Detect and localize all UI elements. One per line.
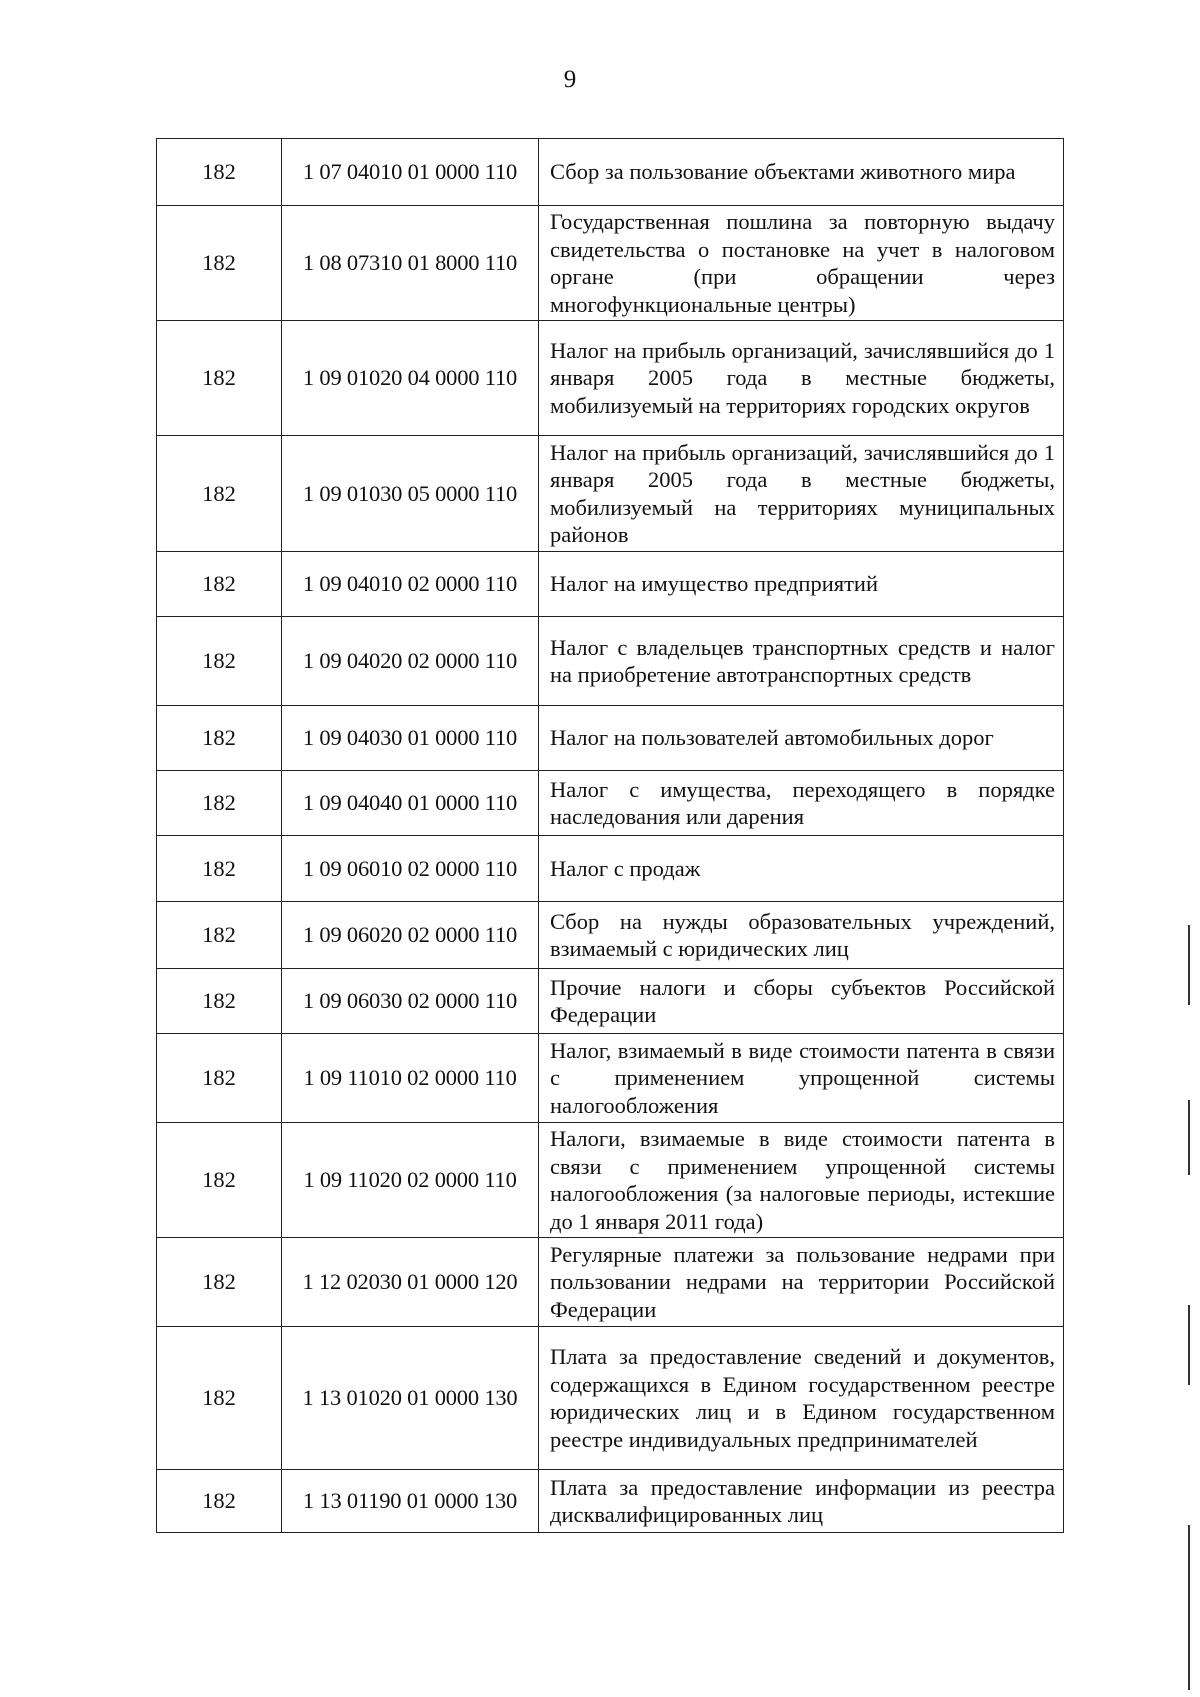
revenue-name-cell: Налог на прибыль организаций, зачислявшийся до 1 января 2005 года в местные бюджеты, мобилизуемый на территориях городских округов [539,321,1064,436]
table-row [157,206,1064,321]
revenue-name-cell: Сбор за пользование объектами животного мира [539,139,1064,206]
admin-code-cell: 182 [157,1327,282,1470]
table-row [157,552,1064,617]
table-row [157,902,1064,969]
budget-code-cell: 1 09 01020 04 0000 110 [282,321,539,436]
admin-code-cell: 182 [157,771,282,836]
table-row [157,617,1064,706]
table-row [157,1238,1064,1327]
revenue-name-cell: Плата за предоставление сведений и документов, содержащихся в Едином государственном реестре юридических лиц и в Едином государственном реестре индивидуальных предпринимателей [539,1327,1064,1470]
revenue-name-cell: Налог с продаж [539,836,1064,902]
admin-code-cell: 182 [157,552,282,617]
admin-code-cell: 182 [157,139,282,206]
admin-code-cell: 182 [157,1034,282,1123]
admin-code-cell: 182 [157,436,282,552]
admin-code-cell: 182 [157,706,282,771]
budget-code-cell: 1 09 04040 01 0000 110 [282,771,539,836]
table-row [157,771,1064,836]
budget-code-cell: 1 09 06020 02 0000 110 [282,902,539,969]
table-row [157,1123,1064,1238]
revenue-name-cell: Налог, взимаемый в виде стоимости патента в связи с применением упрощенной системы налогообложения [539,1034,1064,1123]
table-row [157,836,1064,902]
scan-artifact-line [1188,925,1190,1005]
budget-code-cell: 1 09 01030 05 0000 110 [282,436,539,552]
admin-code-cell: 182 [157,836,282,902]
budget-code-cell: 1 13 01190 01 0000 130 [282,1470,539,1533]
table-row [157,969,1064,1034]
budget-code-cell: 1 09 06030 02 0000 110 [282,969,539,1034]
admin-code-cell: 182 [157,1123,282,1238]
revenue-name-cell: Плата за предоставление информации из реестра дисквалифицированных лиц [539,1470,1064,1533]
revenue-name-cell: Налог на имущество предприятий [539,552,1064,617]
revenue-name-cell: Государственная пошлина за повторную выдачу свидетельства о постановке на учет в налоговом органе (при обращении через многофункциональные центры) [539,206,1064,321]
revenue-name-cell: Налог с имущества, переходящего в порядке наследования или дарения [539,771,1064,836]
admin-code-cell: 182 [157,206,282,321]
revenue-name-cell: Регулярные платежи за пользование недрами при пользовании недрами на территории Российской Федерации [539,1238,1064,1327]
table-row [157,1470,1064,1533]
budget-code-cell: 1 09 04010 02 0000 110 [282,552,539,617]
scan-artifact-line [1188,1525,1190,1690]
budget-code-cell: 1 12 02030 01 0000 120 [282,1238,539,1327]
revenue-name-cell: Прочие налоги и сборы субъектов Российской Федерации [539,969,1064,1034]
budget-code-cell: 1 09 06010 02 0000 110 [282,836,539,902]
scan-artifact-line [1188,1100,1190,1175]
admin-code-cell: 182 [157,321,282,436]
budget-code-cell: 1 09 11020 02 0000 110 [282,1123,539,1238]
admin-code-cell: 182 [157,969,282,1034]
budget-code-cell: 1 07 04010 01 0000 110 [282,139,539,206]
revenue-name-cell: Сбор на нужды образовательных учреждений, взимаемый с юридических лиц [539,902,1064,969]
revenue-name-cell: Налог на пользователей автомобильных дорог [539,706,1064,771]
scan-artifact-line [1188,1305,1190,1385]
table-row [157,321,1064,436]
table-row [157,1034,1064,1123]
table-row [157,139,1064,206]
admin-code-cell: 182 [157,617,282,706]
revenue-name-cell: Налог на прибыль организаций, зачислявшийся до 1 января 2005 года в местные бюджеты, мобилизуемый на территориях муниципальных районов [539,436,1064,552]
table-row [157,706,1064,771]
budget-codes-table [156,138,1064,1533]
budget-code-cell: 1 13 01020 01 0000 130 [282,1327,539,1470]
admin-code-cell: 182 [157,1238,282,1327]
page-number: 9 [563,66,577,93]
budget-code-cell: 1 09 04030 01 0000 110 [282,706,539,771]
admin-code-cell: 182 [157,902,282,969]
revenue-name-cell: Налоги, взимаемые в виде стоимости патента в связи с применением упрощенной системы налогообложения (за налоговые периоды, истекшие до 1 января 2011 года) [539,1123,1064,1238]
budget-code-cell: 1 09 11010 02 0000 110 [282,1034,539,1123]
table-row [157,1327,1064,1470]
budget-code-cell: 1 08 07310 01 8000 110 [282,206,539,321]
budget-code-cell: 1 09 04020 02 0000 110 [282,617,539,706]
admin-code-cell: 182 [157,1470,282,1533]
table-row [157,436,1064,552]
revenue-name-cell: Налог с владельцев транспортных средств и налог на приобретение автотранспортных средств [539,617,1064,706]
